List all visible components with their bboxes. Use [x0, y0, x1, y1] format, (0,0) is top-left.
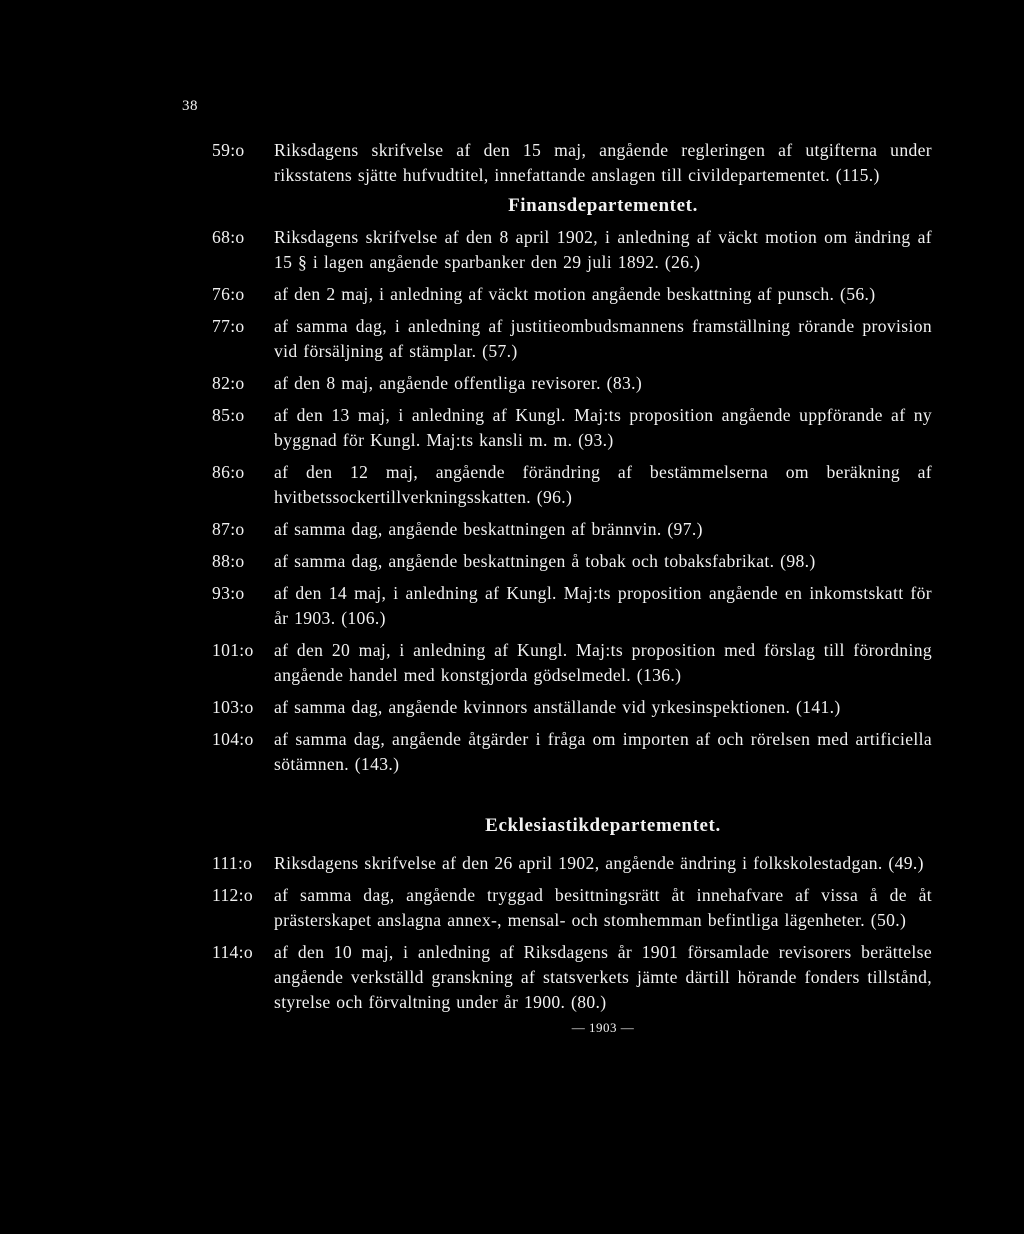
entry-number: 93:o: [212, 583, 245, 603]
section-heading-finansdepartementet: Finansdepartementet.: [508, 195, 698, 216]
entry-number: 103:o: [212, 697, 254, 717]
entry-111: [212, 851, 932, 876]
entry-112: [212, 883, 932, 933]
entry-85: [212, 403, 932, 453]
entry-number: 112:o: [212, 885, 253, 905]
page-number: 38: [182, 98, 198, 114]
entry-number: 77:o: [212, 316, 245, 336]
entry-number: 114:o: [212, 942, 253, 962]
entry-number: 85:o: [212, 405, 245, 425]
entry-number: 111:o: [212, 853, 253, 873]
entry-82: [212, 371, 932, 396]
entry-text: af samma dag, angående åtgärder i fråga om importen af och rörelsen med artificiella sötämnen. (143.): [274, 729, 932, 774]
entry-text: af samma dag, angående kvinnors anställande vid yrkesinspektionen. (141.): [274, 697, 841, 717]
entry-88: [212, 549, 932, 574]
entry-114: [212, 940, 932, 1015]
entry-number: 86:o: [212, 462, 245, 482]
entry-text: Riksdagens skrifvelse af den 26 april 1902, angående ändring i folkskolestadgan. (49.): [274, 853, 924, 873]
entry-87: [212, 517, 932, 542]
entry-number: 68:o: [212, 227, 245, 247]
entry-68: [212, 225, 932, 275]
entry-number: 87:o: [212, 519, 245, 539]
entry-text: Riksdagens skrifvelse af den 15 maj, angående regleringen af utgifterna under riksstatens sjätte hufvudtitel, innefattande anslagen till civildepartementet. (115.): [274, 140, 932, 185]
entry-77: [212, 314, 932, 364]
entry-text: af samma dag, angående beskattningen å tobak och tobaksfabrikat. (98.): [274, 551, 816, 571]
entry-76: [212, 282, 932, 307]
entry-number: 76:o: [212, 284, 245, 304]
entry-text: af den 10 maj, i anledning af Riksdagens år 1901 församlade revisorers berättelse angående verkställd granskning af statsverkets jämte därtill hörande fonders tillstånd, styrelse och förvaltning under år 1900. (80.): [274, 942, 932, 1012]
entry-text: af den 20 maj, i anledning af Kungl. Maj:ts proposition med förslag till förordning angående handel med konstgjorda gödselmedel. (136.): [274, 640, 932, 685]
entry-text: af den 12 maj, angående förändring af bestämmelserna om beräkning af hvitbetssockertillverkningsskatten. (96.): [274, 462, 932, 507]
footer-year: — 1903 —: [571, 1020, 635, 1035]
entry-text: af den 13 maj, i anledning af Kungl. Maj:ts proposition angående uppförande af ny byggnad för Kungl. Maj:ts kansli m. m. (93.): [274, 405, 932, 450]
entry-103: [212, 695, 932, 720]
entry-104: [212, 727, 932, 777]
entry-text: af den 8 maj, angående offentliga revisorer. (83.): [274, 373, 643, 393]
entry-86: [212, 460, 932, 510]
entry-number: 82:o: [212, 373, 245, 393]
entry-text: af samma dag, angående tryggad besittningsrätt åt innehafvare af vissa å de åt prästerskapet anslagna annex-, mensal- och stomhemman befintliga lägenheter. (50.): [274, 885, 932, 930]
entry-number: 88:o: [212, 551, 245, 571]
page-content: [212, 138, 932, 1036]
entry-text: Riksdagens skrifvelse af den 8 april 1902, i anledning af väckt motion om ändring af 15 § i lagen angående sparbanker den 29 juli 1892. (26.): [274, 227, 932, 272]
entry-93: [212, 581, 932, 631]
entry-text: af den 14 maj, i anledning af Kungl. Maj:ts proposition angående en inkomstskatt för år 1903. (106.): [274, 583, 932, 628]
entry-number: 104:o: [212, 729, 254, 749]
entry-59: [212, 138, 932, 188]
section-heading-ecklesiastikdepartementet: Ecklesiastikdepartementet.: [485, 815, 721, 836]
entry-text: af samma dag, angående beskattningen af brännvin. (97.): [274, 519, 703, 539]
entry-number: 101:o: [212, 640, 254, 660]
entry-text: af den 2 maj, i anledning af väckt motion angående beskattning af punsch. (56.): [274, 284, 876, 304]
entry-101: [212, 638, 932, 688]
entry-number: 59:o: [212, 140, 245, 160]
entry-text: af samma dag, i anledning af justitieombudsmannens framställning rörande provision vid försäljning af stämplar. (57.): [274, 316, 932, 361]
